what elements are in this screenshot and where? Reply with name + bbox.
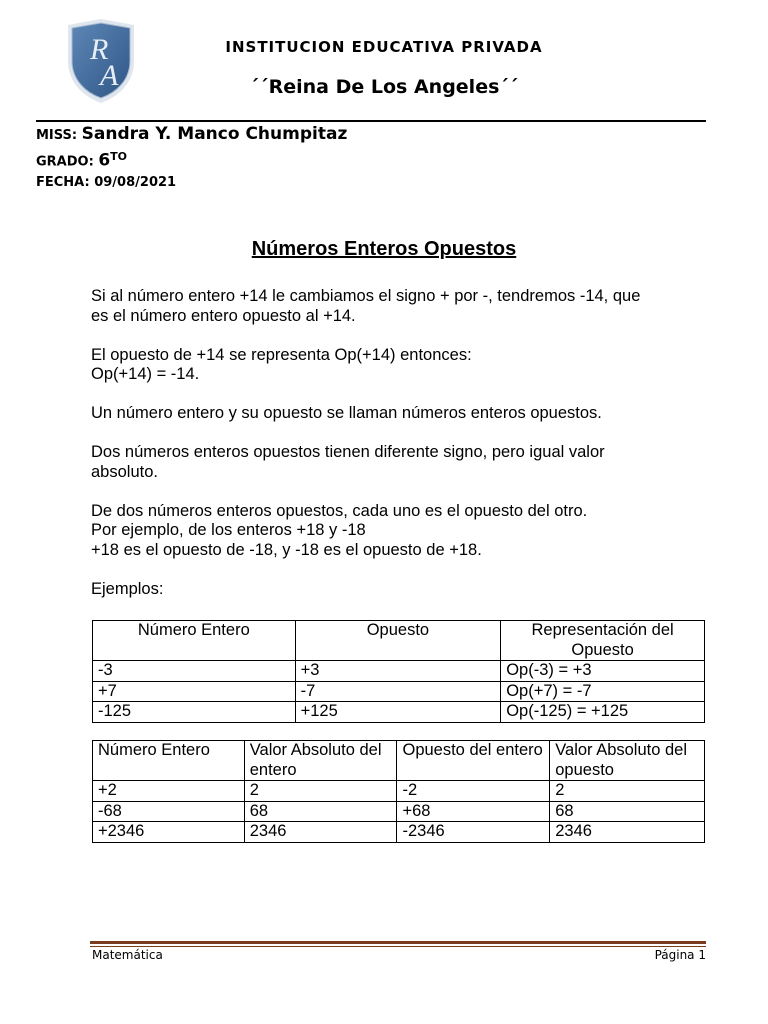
table-row — [93, 801, 705, 822]
table-cell: +2346 — [93, 822, 245, 843]
teacher-line — [36, 124, 347, 144]
opposites-table — [92, 620, 705, 723]
grado-value: 6 — [98, 150, 111, 171]
table-cell: -68 — [93, 801, 245, 822]
footer-subject: Matemática — [92, 948, 163, 962]
table-row — [93, 681, 705, 702]
page-title: Números Enteros Opuestos — [251, 238, 517, 260]
table-cell: 2 — [244, 781, 397, 802]
table-cell: Op(+7) = -7 — [501, 681, 705, 702]
table-header-cell: Número Entero — [93, 621, 296, 661]
paragraph-3 — [91, 404, 711, 424]
paragraph-line: es el número entero opuesto al +14. — [91, 306, 356, 325]
paragraph-line: Op(+14) = -14. — [91, 365, 200, 383]
table-header-cell: Valor Absoluto del opuesto — [550, 741, 705, 781]
crest-letter-r: R — [90, 33, 109, 66]
table-header-row — [93, 741, 705, 781]
paragraph-5 — [91, 502, 711, 561]
paragraph-line: absoluto. — [91, 462, 158, 481]
table-cell: +68 — [397, 801, 550, 822]
table-cell: 2 — [550, 781, 705, 802]
paragraph-6 — [91, 580, 711, 600]
body-text — [91, 287, 711, 619]
table-cell: 68 — [244, 801, 397, 822]
date-line — [36, 175, 176, 190]
crest-letter-a: A — [100, 59, 119, 92]
table-cell: Op(-125) = +125 — [501, 702, 705, 723]
table-cell: +125 — [295, 702, 501, 723]
table-row — [93, 702, 705, 723]
table-cell: Op(-3) = +3 — [501, 661, 705, 682]
footer-divider-thin — [90, 946, 706, 947]
grado-superscript: TO — [110, 150, 128, 163]
table-header-cell: Valor Absoluto del entero — [244, 741, 397, 781]
table-header-cell: Opuesto — [295, 621, 501, 661]
grade-line — [36, 150, 127, 170]
table-row — [93, 661, 705, 682]
fecha-label: FECHA: — [36, 175, 90, 190]
footer-page-number: Página 1 — [654, 948, 706, 962]
table-cell: 68 — [550, 801, 705, 822]
fecha-value: 09/08/2021 — [94, 175, 177, 190]
table-row — [93, 781, 705, 802]
paragraph-line: Ejemplos: — [91, 579, 164, 598]
paragraph-line: Si al número entero +14 le cambiamos el signo + por -, tendremos -14, que — [91, 287, 641, 305]
header-divider — [36, 120, 706, 122]
miss-value: Sandra Y. Manco Chumpitaz — [81, 124, 348, 144]
table-header-cell: Opuesto del entero — [397, 741, 550, 781]
grado-label: GRADO: — [36, 154, 94, 170]
paragraph-line: De dos números enteros opuestos, cada uno es el opuesto del otro. — [91, 501, 588, 520]
table-header-cell: Número Entero — [93, 741, 245, 781]
table-cell: -2346 — [397, 822, 550, 843]
table-cell: -3 — [93, 661, 296, 682]
table-cell: 2346 — [244, 822, 397, 843]
miss-label: MISS: — [36, 128, 78, 143]
paragraph-2 — [91, 346, 711, 385]
table-cell: -7 — [295, 681, 501, 702]
paragraph-line: Dos números enteros opuestos tienen diferente signo, pero igual valor — [91, 443, 605, 461]
school-name: ´´Reina De Los Angeles´´ — [249, 76, 519, 98]
paragraph-1 — [91, 287, 711, 326]
table-header-cell: Representación del Opuesto — [501, 621, 705, 661]
table-cell: -125 — [93, 702, 296, 723]
paragraph-line: El opuesto de +14 se representa Op(+14) entonces: — [91, 345, 472, 364]
absolute-value-table — [92, 740, 705, 843]
table-row — [93, 822, 705, 843]
institution-name: INSTITUCION EDUCATIVA PRIVADA — [225, 38, 543, 56]
table-cell: -2 — [397, 781, 550, 802]
table-header-row — [93, 621, 705, 661]
table-cell: +2 — [93, 781, 245, 802]
paragraph-line: +18 es el opuesto de -18, y -18 es el opuesto de +18. — [91, 540, 482, 559]
paragraph-line: Un número entero y su opuesto se llaman números enteros opuestos. — [91, 404, 602, 422]
table-cell: 2346 — [550, 822, 705, 843]
footer-divider-thick — [90, 941, 706, 944]
table-cell: +7 — [93, 681, 296, 702]
paragraph-4 — [91, 443, 711, 482]
paragraph-line: Por ejemplo, de los enteros +18 y -18 — [91, 521, 366, 539]
table-cell: +3 — [295, 661, 501, 682]
